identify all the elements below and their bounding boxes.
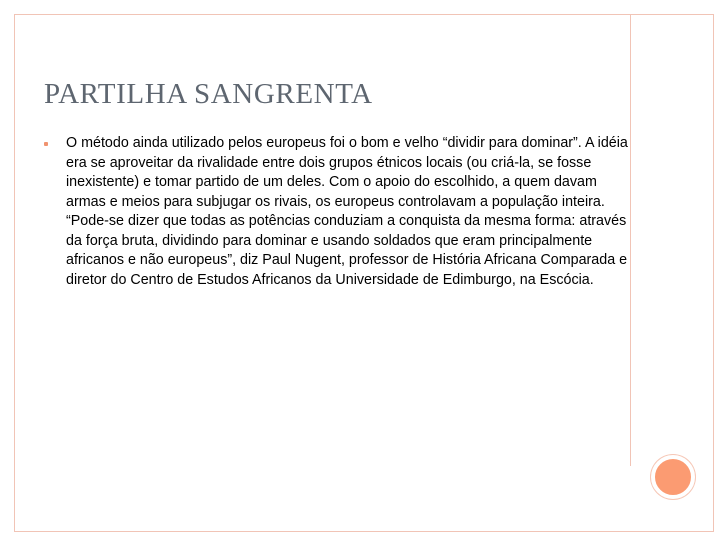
bullet-list: [44, 134, 629, 290]
bullet-marker-icon: [44, 142, 48, 146]
slide-title: PARTILHA SANGRENTA: [44, 78, 373, 110]
bullet-text: O método ainda utilizado pelos europeus foi o bom e velho “dividir para dominar”. A idéia era se aproveitar da rivalidade entre dois grupos étnicos locais (ou criá-la, se fosse inexistente) e tomar partido de um deles. Com o apoio do escolhido, a quem davam armas e meios para subjugar os rivais, os europeus controlavam a população inteira. “Pode-se dizer que todas as potências conduziam a conquista da mesma forma: através da força bruta, dividindo para dominar e usando soldados que eram principalmente africanos e não europeus”, diz Paul Nugent, professor de História Africana Comparada e diretor do Centro de Estudos Africanos da Universidade de Edimburgo, na Escócia.: [66, 135, 628, 288]
vertical-rule: [630, 14, 631, 466]
accent-circle: [651, 455, 695, 499]
bullet-item: [44, 134, 629, 290]
